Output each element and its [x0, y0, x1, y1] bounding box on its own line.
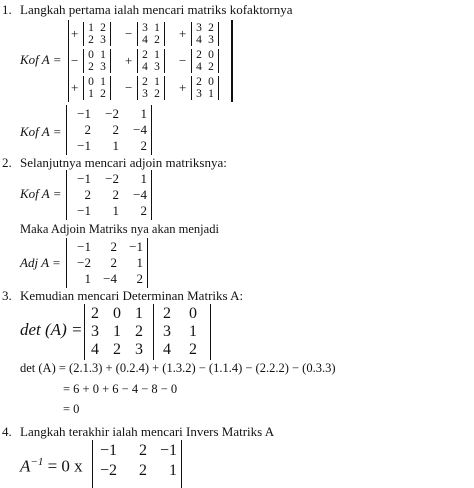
det-cell: 2 [135, 323, 143, 340]
kof-cell: −2 [105, 106, 119, 121]
minor-cell: 1 [100, 49, 106, 61]
minor-cell: 2 [100, 88, 106, 100]
kof-cell: −2 [105, 171, 119, 186]
det-cell: 3 [163, 323, 171, 340]
minor-cell: 2 [196, 76, 202, 88]
minor-cell: 1 [100, 76, 106, 88]
adj-cell: −1 [129, 239, 143, 254]
det-line-3: = 0 [63, 402, 80, 416]
minor-matrix [83, 49, 111, 73]
inv-equals: = 0 x [47, 456, 83, 476]
minor-matrix [83, 76, 111, 100]
minor-cell: 1 [208, 88, 214, 100]
kof-cell: −1 [77, 106, 91, 121]
det-line-1: det (A) = (2.1.3) + (0.2.4) + (1.3.2) − (1.1.4) − (2.2.2) − (0.3.3) [20, 361, 336, 375]
cofactor-sign: + [125, 53, 133, 68]
step-text: Kemudian mencari Determinan Matriks A: [20, 288, 244, 303]
step-2 [2, 155, 227, 171]
det-cell: 3 [91, 323, 99, 340]
kof-cell: −1 [77, 171, 91, 186]
minor-matrix [191, 22, 219, 46]
minor-cell: 3 [100, 34, 106, 46]
det-cell: 2 [113, 341, 121, 358]
kof-cell: −1 [77, 203, 91, 218]
adj-cell: 2 [110, 239, 117, 254]
minor-cell: 0 [88, 49, 94, 61]
minor-cell: 3 [196, 88, 202, 100]
kof-label-3: Kof A = [20, 186, 62, 201]
inv-cell: 2 [139, 442, 147, 459]
det-cell: 0 [113, 305, 121, 322]
minor-cell: 2 [208, 61, 214, 73]
kof-cell: 1 [140, 171, 147, 186]
step-number: 2. [2, 155, 12, 170]
adj-cell: −4 [103, 271, 117, 286]
inv-cell: 1 [169, 462, 177, 479]
inv-cell: −2 [99, 462, 117, 479]
kof-cell: 2 [140, 203, 147, 218]
adj-intro: Maka Adjoin Matriks nya akan menjadi [20, 222, 219, 236]
minor-cell: 2 [100, 22, 106, 34]
inv-matrix [92, 440, 182, 488]
inv-exponent: −1 [30, 456, 44, 468]
kof-cell: 1 [140, 106, 147, 121]
cofactor-expansion-matrix [68, 20, 232, 102]
minor-cell: 0 [88, 76, 94, 88]
minor-matrix [137, 22, 165, 46]
minor-cell: 4 [196, 61, 202, 73]
step-text: Selanjutnya mencari adjoin matriksnya: [20, 155, 227, 170]
kof-cell: 2 [112, 122, 119, 137]
det-label: det (A) = [20, 320, 83, 339]
step-number: 4. [2, 424, 12, 439]
adj-cell: 1 [136, 255, 143, 270]
minor-cell: 3 [142, 88, 148, 100]
adj-cell: −2 [77, 255, 91, 270]
minor-cell: 0 [208, 49, 214, 61]
det-cell: 1 [113, 323, 121, 340]
minor-cell: 2 [196, 49, 202, 61]
minor-cell: 2 [88, 61, 94, 73]
minor-cell: 3 [196, 22, 202, 34]
kof-cell: −4 [133, 122, 147, 137]
step-text: Langkah terakhir ialah mencari Invers Matriks A [20, 424, 275, 439]
det-cell: 1 [135, 305, 143, 322]
cofactor-sign: + [71, 26, 79, 41]
kof-cell: −1 [77, 138, 91, 153]
cofactor-sign: − [125, 26, 133, 41]
adj-cell: −1 [77, 239, 91, 254]
kof-matrix [66, 105, 152, 155]
minor-matrix [137, 76, 165, 100]
cofactor-sign: − [71, 53, 79, 68]
minor-cell: 2 [142, 76, 148, 88]
det-line-2: = 6 + 0 + 6 − 4 − 8 − 0 [63, 382, 178, 396]
minor-cell: 4 [142, 34, 148, 46]
step-4 [2, 424, 274, 440]
minor-cell: 1 [88, 88, 94, 100]
minor-cell: 3 [154, 61, 160, 73]
cofactor-sign: + [179, 26, 187, 41]
cofactor-sign: + [179, 80, 187, 95]
kof-cell: 2 [84, 187, 91, 202]
minor-cell: 0 [208, 76, 214, 88]
det-cell: 2 [189, 341, 197, 358]
kof-label-2: Kof A = [20, 124, 62, 139]
minor-cell: 1 [154, 22, 160, 34]
adj-label: Adj A = [20, 255, 61, 270]
det-cell: 4 [163, 341, 171, 358]
det-cell: 1 [189, 323, 197, 340]
kof-cell: 2 [140, 138, 147, 153]
minor-cell: 3 [100, 61, 106, 73]
step-number: 3. [2, 288, 12, 303]
minor-cell: 2 [154, 34, 160, 46]
minor-matrix [83, 22, 111, 46]
det-cell: 2 [163, 305, 171, 322]
det-matrix [84, 304, 210, 360]
double-bar [232, 20, 233, 102]
minor-cell: 2 [208, 22, 214, 34]
inv-cell: 2 [139, 462, 147, 479]
kof-matrix-repeat [66, 170, 152, 220]
det-cell: 2 [91, 305, 99, 322]
inv-label [20, 456, 83, 477]
step-3 [2, 288, 243, 304]
minor-cell: 3 [142, 22, 148, 34]
minor-matrix [191, 76, 219, 100]
kof-cell: −4 [133, 187, 147, 202]
step-text: Langkah pertama ialah mencari matriks kofaktornya [20, 2, 293, 17]
det-cell: 0 [189, 305, 197, 322]
cofactor-sign: − [125, 80, 133, 95]
minor-matrix [191, 49, 219, 73]
inv-cell: −1 [159, 442, 177, 459]
minor-cell: 2 [154, 88, 160, 100]
adj-cell: 2 [136, 271, 143, 286]
minor-cell: 2 [88, 34, 94, 46]
det-right-bar [210, 304, 211, 360]
minor-cell: 4 [196, 34, 202, 46]
det-cell: 4 [91, 341, 99, 358]
minor-cell: 1 [154, 49, 160, 61]
adj-cell: 1 [84, 271, 91, 286]
minor-matrix [137, 49, 165, 73]
minor-cell: 3 [208, 34, 214, 46]
inv-symbol: A [20, 456, 31, 476]
cofactor-sign: − [179, 53, 187, 68]
det-cell: 3 [135, 341, 143, 358]
minor-cell: 1 [88, 22, 94, 34]
adj-cell: 2 [110, 255, 117, 270]
step-1 [2, 2, 293, 18]
kof-cell: 2 [112, 187, 119, 202]
kof-cell: 1 [112, 203, 119, 218]
kof-cell: 2 [84, 122, 91, 137]
minor-cell: 1 [154, 76, 160, 88]
minor-cell: 2 [142, 49, 148, 61]
kof-label-1: Kof A = [20, 52, 62, 67]
kof-cell: 1 [112, 138, 119, 153]
minor-cell: 4 [142, 61, 148, 73]
adj-matrix [66, 238, 148, 288]
step-number: 1. [2, 2, 12, 17]
inv-cell: −1 [99, 442, 117, 459]
cofactor-sign: + [71, 80, 79, 95]
